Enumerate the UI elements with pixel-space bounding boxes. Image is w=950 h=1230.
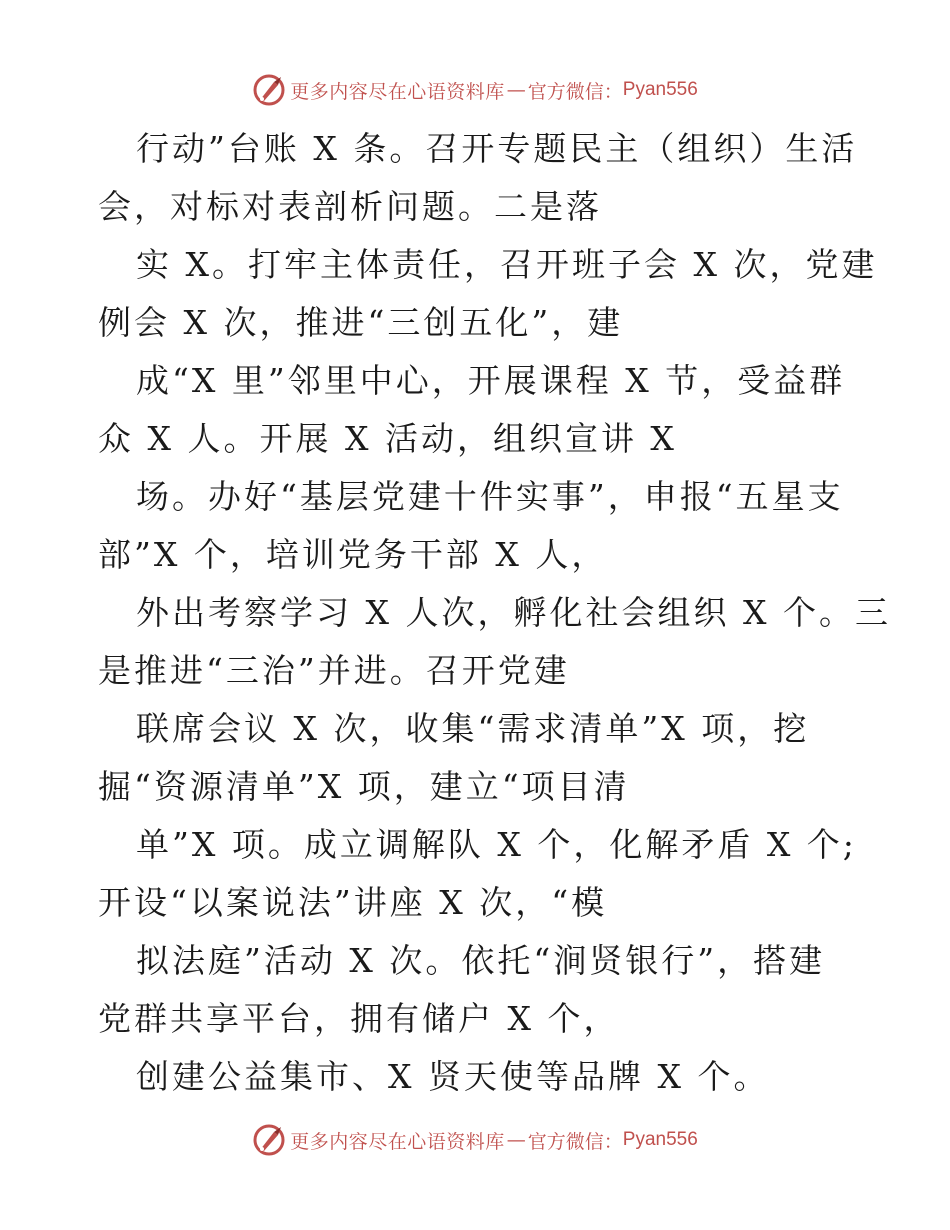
watermark-wechat-label: 官方微信 <box>527 1130 604 1153</box>
watermark-text: 更多内容尽在心语资料库 <box>290 80 505 103</box>
watermark-wechat-label: 官方微信 <box>527 80 604 103</box>
text-line: 例会 X 次，推进“三创五化”，建 <box>98 303 624 342</box>
watermark-separator: — <box>506 79 526 101</box>
header-watermark <box>0 70 950 110</box>
text-line: 实 X。打牢主体责任，召开班子会 X 次，党建 <box>136 245 878 284</box>
text-line: 联席会议 X 次，收集“需求清单”X 项，挖 <box>136 709 810 748</box>
text-line: 开设“以案说法”讲座 X 次，“模 <box>98 883 608 922</box>
text-line: 成“X 里”邻里中心，开展课程 X 节，受益群 <box>136 361 846 400</box>
text-line: 众 X 人。开展 X 活动，组织宣讲 X <box>98 419 677 458</box>
quill-pen-logo-icon <box>252 1123 286 1157</box>
text-line: 行动”台账 X 条。召开专题民主（组织）生活 <box>136 129 858 168</box>
text-line: 拟法庭”活动 X 次。依托“涧贤银行”，搭建 <box>136 941 826 980</box>
text-line: 创建公益集市、X 贤天使等品牌 X 个。 <box>136 1057 770 1096</box>
text-line: 会，对标对表剖析问题。二是落 <box>98 187 602 226</box>
watermark-colon: ： <box>603 1130 623 1153</box>
watermark-separator: — <box>506 1129 526 1151</box>
text-line: 外出考察学习 X 人次，孵化社会组织 X 个。三 <box>136 593 891 632</box>
text-line: 是推进“三治”并进。召开党建 <box>98 651 570 690</box>
text-line: 掘“资源清单”X 项，建立“项目清 <box>98 767 630 806</box>
text-line: 党群共享平台，拥有储户 X 个， <box>98 999 620 1038</box>
text-line: 场。办好“基层党建十件实事”，申报“五星支 <box>136 477 844 516</box>
text-line: 部”X 个，培训党务干部 X 人， <box>98 535 608 574</box>
watermark-colon: ： <box>603 80 623 103</box>
watermark-wechat-id: Pyan556 <box>622 1129 698 1150</box>
watermark-wechat-id: Pyan556 <box>622 79 698 100</box>
watermark-text: 更多内容尽在心语资料库 <box>290 1130 505 1153</box>
quill-pen-logo-icon <box>252 73 286 107</box>
footer-watermark <box>0 1120 950 1160</box>
text-line: 单”X 项。成立调解队 X 个，化解矛盾 X 个; <box>136 825 857 864</box>
